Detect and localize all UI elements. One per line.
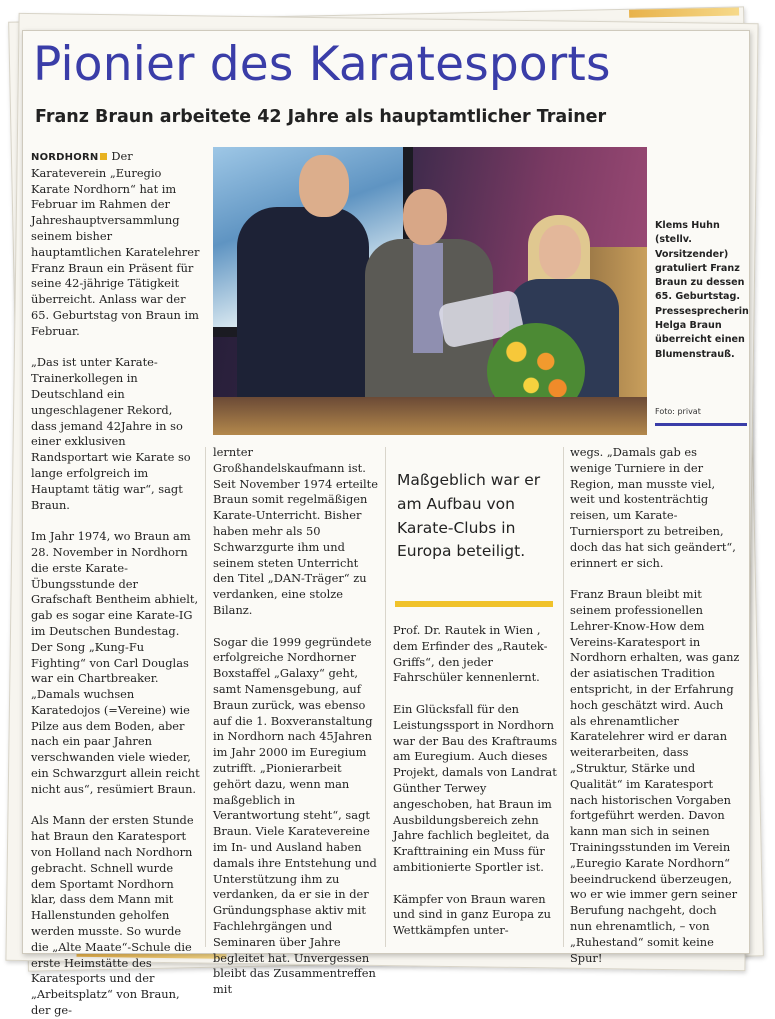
article-column-1: [31, 149, 201, 1019]
paragraph: lernter Großhandelskaufmann ist. Seit November 1974 erteilte Braun somit regelmäßigen Karate-Unterricht. Bisher haben mehr als 50 Schwarzgurte ihm und seinem steten Unterricht den Titel „DAN-Träger“ zu verdanken, eine stolze Bilanz.: [213, 445, 379, 617]
paragraph: wegs. „Damals gab es wenige Turniere in der Region, man musste viel, weit und kostenträchtig reisen, um Karate-Turniersport zu betreiben, doch das hat sich geändert“, erinnert er sich.: [570, 445, 736, 570]
newspaper-clipping: [22, 30, 750, 1018]
stage-floor: [213, 397, 647, 435]
dateline: NORDHORN: [31, 152, 99, 163]
person-right-head: [539, 225, 581, 279]
caption-rule: [655, 423, 747, 426]
article-column-3: [393, 623, 558, 939]
person-left-head: [299, 155, 349, 217]
dateline-bullet-icon: [100, 153, 107, 160]
paragraph: „Das ist unter Karate-Trainerkollegen in Deutschland ein ungeschlagener Rekord, dass jemand 42Jahre in so einer exklusiven Randsportart wie Karate so lange erfolgreich im Hauptamt tätig war“, sagt Braun.: [31, 355, 191, 512]
subheadline: Franz Braun arbeitete 42 Jahre als hauptamtlicher Trainer: [35, 107, 607, 127]
paragraph: Prof. Dr. Rautek in Wien , dem Erfinder des „Rautek-Griffs“, den jeder Fahrschüler kennenlernt.: [393, 623, 548, 685]
article-photo: [213, 147, 647, 435]
person-center-head: [403, 189, 447, 245]
column-divider: [385, 447, 386, 947]
column-divider: [205, 447, 206, 947]
pull-quote: Maßgeblich war er am Aufbau von Karate-Clubs in Europa beteiligt.: [397, 471, 541, 561]
paragraph-text: Der Karateverein „Euregio Karate Nordhorn“ hat im Februar im Rahmen der Jahreshauptversammlung seinem bisher hauptamtlichen Karatelehrer Franz Braun ein Präsent für seine 42-jährige Tätigkeit überreicht. Anlass war der 65. Geburtstag von Braun im Februar.: [31, 149, 200, 338]
article-column-4: [570, 445, 742, 966]
photo-caption: Klems Huhn (stellv. Vorsitzender) gratuliert Franz Braun zu dessen 65. Geburtstag. Pressesprecherin Helga Braun überreicht einen Blumenstrauß.: [655, 220, 749, 360]
paragraph: Sogar die 1999 gegründete erfolgreiche Nordhorner Boxstaffel „Galaxy“ geht, samt Namensgebung, auf Braun zurück, was ebenso auf die 1. Boxveranstaltung in Nordhorn nach 45Jahren im Jahr 2000 im Euregium zutrifft. „Pionierarbeit gehört dazu, wenn man maßgeblich in Verantwortung steht“, sagt Braun. Viele Karatevereine im In- und Ausland haben damals ihre Entstehung und Unterstützung ihm zu verdanken, da er sie in der Gründungsphase aktiv mit Fachlehrgängen und Seminaren über Jahre begleitet hat. Unvergessen bleibt das Zusammentreffen mit: [213, 634, 377, 997]
gold-edge: [629, 8, 739, 18]
photo-credit: Foto: privat: [655, 407, 701, 416]
person-center-shirt: [413, 243, 443, 353]
pull-quote-rule: [395, 601, 553, 607]
paragraph: Als Mann der ersten Stunde hat Braun den Karatesport von Holland nach Nordhorn gebracht. Schnell wurde dem Sportamt Nordhorn klar, dass dem Mann mit Hallenstunden geholfen werden musste. So wurde die „Alte Maate“-Schule die erste Heimstätte des Karatesports und der „Arbeitsplatz“ von Braun, der ge-: [31, 813, 194, 1018]
article-column-2: [213, 445, 378, 998]
column-divider: [563, 447, 564, 947]
headline: Pionier des Karatesports: [33, 37, 611, 92]
paragraph: Ein Glücksfall für den Leistungssport in Nordhorn war der Bau des Kraftraums am Euregium. Auch dieses Projekt, damals von Landrat Günther Terwey angeschoben, hat Braun im Ausbildungsbereich zehn Jahre fachlich begleitet, da Krafttraining ein Muss für ambitionierte Sportler ist.: [393, 701, 558, 874]
paragraph: [31, 149, 201, 340]
paragraph: Franz Braun bleibt mit seinem professionellen Lehrer-Know-How dem Vereins-Karatesport in Nordhorn erhalten, was ganz der asiatischen Tradition entspricht, in der Erfahrung hoch geschätzt wird. Auch als ehrenamtlicher Karatelehrer wird er daran weiterarbeiten, dass „Struktur, Stärke und Qualität“ im Karatesport nach historischen Vorgaben fortgeführt werden. Davon kann man sich in seinen Trainingsstunden im Verein „Euregio Karate Nordhorn“ beeindruckend überzeugen, wo er wie immer gern seiner Berufung nachgeht, doch nun ehrenamtlich, – von „Ruhestand“ somit keine Spur!: [570, 587, 740, 965]
paragraph: Kämpfer von Braun waren und sind in ganz Europa zu Wettkämpfen unter-: [393, 891, 551, 938]
paragraph: Im Jahr 1974, wo Braun am 28. November in Nordhorn die erste Karate-Übungsstunde der Grafschaft Bentheim abhielt, gab es sogar eine Karate-IG im Deutschen Bundestag. Der Song „Kung-Fu Fighting“ von Carl Douglas war ein Chartbreaker. „Damals wuchsen Karatedojos (=Vereine) wie Pilze aus dem Boden, aber nach ein paar Jahren verschwanden viele wieder, ein Schwarzgurt allein reicht nicht aus“, resümiert Braun.: [31, 529, 200, 796]
